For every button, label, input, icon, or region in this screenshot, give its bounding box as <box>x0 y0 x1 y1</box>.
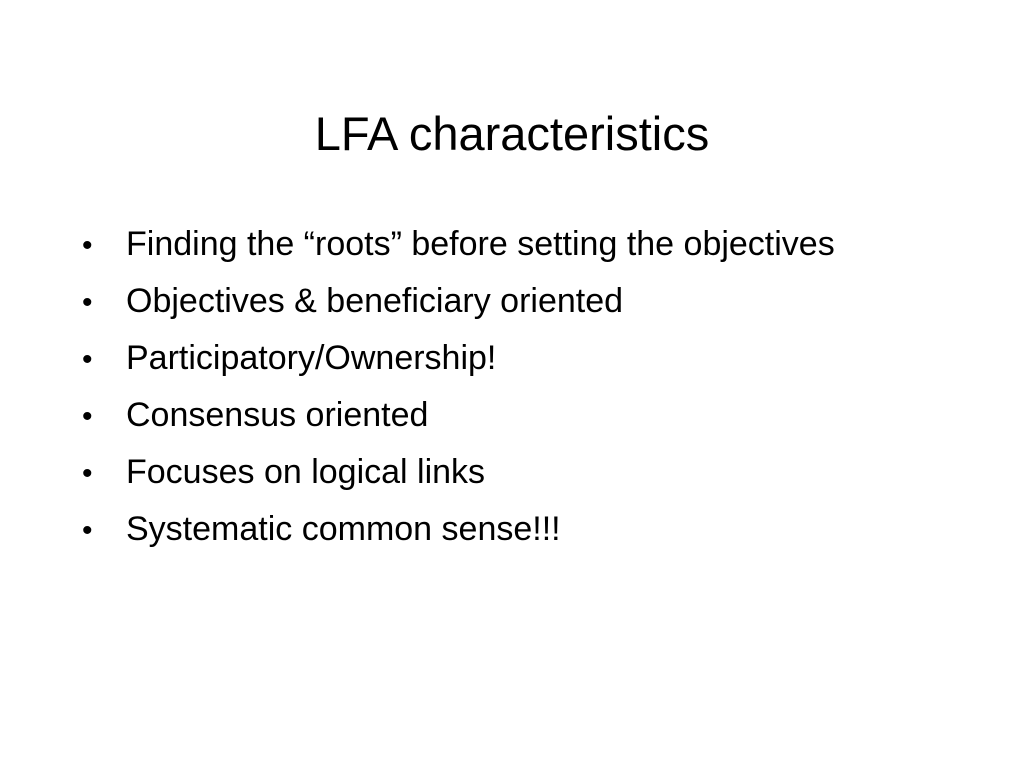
bullet-list <box>82 216 835 558</box>
bullet-item <box>82 444 835 501</box>
bullet-icon: • <box>82 343 93 376</box>
bullet-text: Consensus oriented <box>126 396 429 434</box>
bullet-item <box>82 501 835 558</box>
bullet-text: Systematic common sense!!! <box>126 510 561 548</box>
bullet-icon: • <box>82 514 93 547</box>
slide-title: LFA characteristics <box>314 107 710 160</box>
bullet-text: Focuses on logical links <box>126 453 486 491</box>
bullet-item <box>82 330 835 387</box>
bullet-item <box>82 216 835 273</box>
bullet-text: Objectives & beneficiary oriented <box>126 282 624 320</box>
bullet-icon: • <box>82 400 93 433</box>
bullet-icon: • <box>82 457 93 490</box>
bullet-icon: • <box>82 286 93 319</box>
bullet-item <box>82 273 835 330</box>
bullet-item <box>82 387 835 444</box>
bullet-text: Finding the “roots” before setting the objectives <box>126 225 835 263</box>
bullet-text: Participatory/Ownership! <box>126 339 497 377</box>
bullet-icon: • <box>82 229 93 262</box>
